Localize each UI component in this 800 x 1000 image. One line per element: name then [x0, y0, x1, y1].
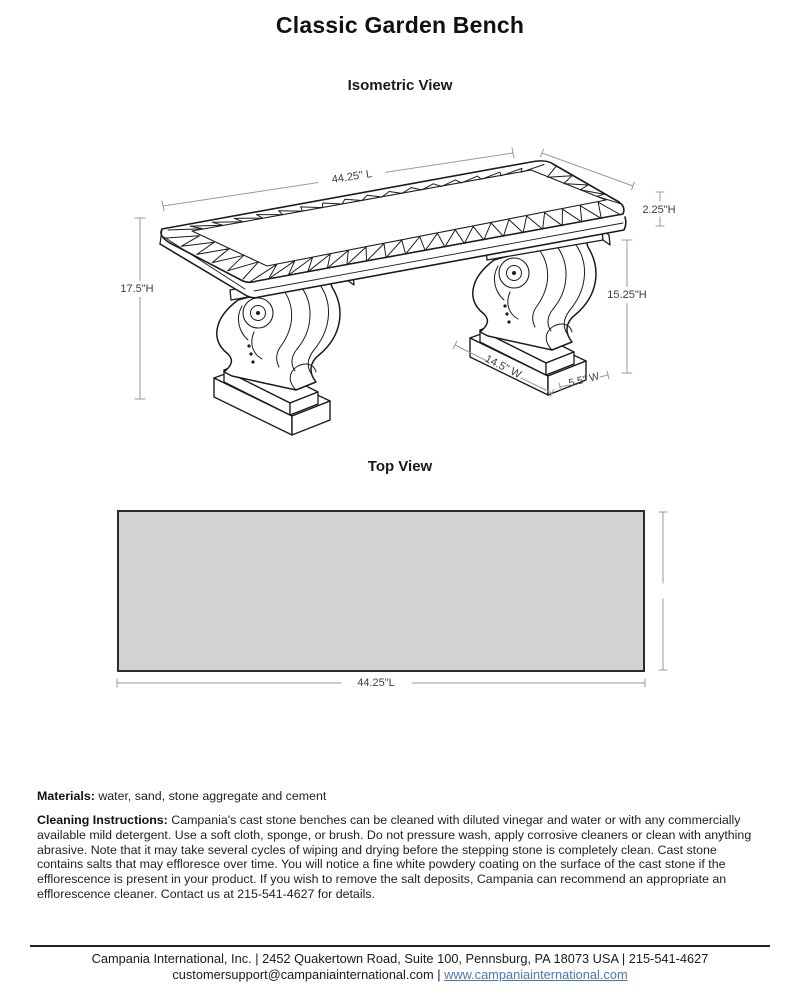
footer-website-link[interactable]: www.campaniainternational.com	[444, 967, 628, 982]
materials-text: water, sand, stone aggregate and cement	[98, 789, 327, 803]
top-view-dimensions	[0, 460, 800, 720]
footer-company-line: Campania International, Inc. | 2452 Quakertown Road, Suite 100, Pennsburg, PA 18073 USA | 215-541-4627	[91, 951, 709, 966]
dim-label-base-depth: 5.5" W	[567, 370, 601, 390]
footer-divider	[30, 945, 770, 947]
page-title: Classic Garden Bench	[275, 12, 525, 38]
dim-label-pedestal-height: 15.25"H	[607, 289, 647, 301]
dim-label-length: 44.25" L	[331, 168, 373, 186]
cleaning-text: Campania's cast stone benches can be cleaned with diluted vinegar and water or with any commercially available mild detergent. Use a soft cloth, sponge, or brush. Do not pressure wash, apply corrosive cleaners or clean with anything abrasive. Note that it may take several cycles of wiping and drying before the stepping stone is completely clean. Cast stone contains salts that may effloresce over time. You will notice a fine white powdery coating on the surface of the cast stone if the efflorescence is present in your product. If you wish to remove the salt deposits, Campania can recommend an appropriate an efflorescence cleaner. Contact us at 215-541-4627 for details.	[37, 813, 752, 901]
dim-label-seat-thickness: 2.25"H	[642, 204, 676, 216]
footer-email: customersupport@campaniainternational.com	[172, 967, 434, 982]
isometric-bench-drawing	[0, 0, 800, 460]
cleaning-instructions-paragraph	[37, 813, 766, 902]
materials-label: Materials:	[37, 789, 95, 803]
footer-separator: |	[437, 967, 441, 982]
cleaning-label: Cleaning Instructions:	[37, 813, 168, 827]
footer-contact-line	[0, 967, 800, 983]
dim-label-base-width: 14.5" W	[482, 352, 524, 382]
top-view-length-label: 44.25"L	[357, 677, 395, 689]
isometric-view-heading: Isometric View	[347, 77, 453, 94]
footer	[0, 951, 800, 983]
materials-paragraph	[37, 789, 766, 804]
top-view-heading: Top View	[367, 458, 433, 475]
bench-leg	[214, 270, 354, 435]
dim-label-overall-height: 17.5"H	[120, 283, 154, 295]
